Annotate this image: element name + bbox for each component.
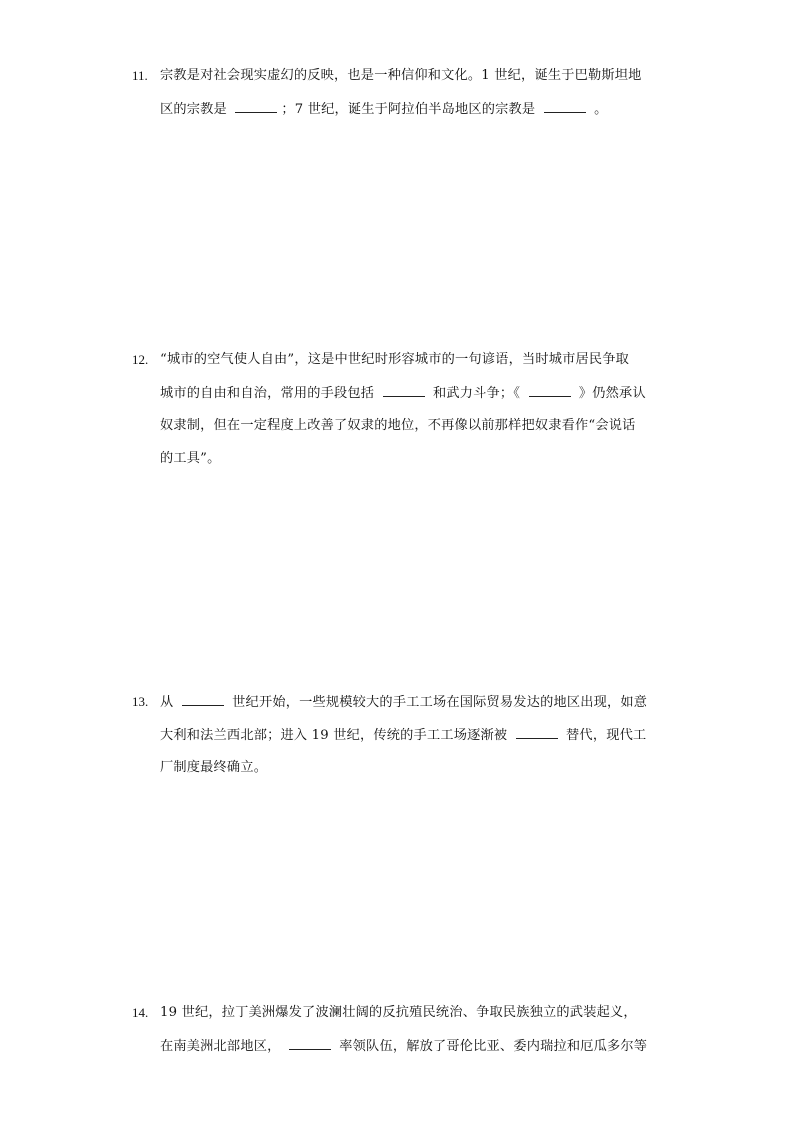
question-text: 率领队伍，解放了哥伦比亚、委内瑞拉和厄瓜多尔等 (334, 1039, 648, 1054)
question-text-line (160, 66, 660, 86)
answer-blank[interactable] (516, 725, 558, 739)
answer-blank[interactable] (544, 99, 586, 113)
question-text-line (160, 1036, 660, 1057)
question-text-line (160, 99, 660, 120)
question-text: 替代，现代工 (561, 728, 647, 743)
question-text-line (160, 350, 660, 370)
question-text-line (160, 1003, 660, 1023)
question-text: 。 (589, 102, 608, 117)
question-text-line (160, 758, 660, 778)
question-text: ；7 世纪，诞生于阿拉伯半岛地区的宗教是 (281, 102, 540, 117)
question-text: 区的宗教是 (160, 102, 232, 117)
answer-blank[interactable] (182, 692, 224, 706)
question-text: 宗教是对社会现实虚幻的反映，也是一种信仰和文化。1 世纪，诞生于巴勒斯坦地 (160, 68, 642, 83)
question-text-line (160, 725, 660, 746)
question-number: 14. (132, 1005, 149, 1020)
question-text: 的工具”。 (160, 451, 221, 466)
question-number: 11. (132, 68, 148, 83)
question-number: 12. (132, 352, 149, 367)
answer-blank[interactable] (383, 383, 425, 397)
question-text: “城市的空气使人自由”，这是中世纪时形容城市的一句谚语，当时城市居民争取 (160, 352, 630, 367)
question-text: 城市的自由和自治，常用的手段包括 (160, 386, 379, 401)
answer-blank[interactable] (289, 1036, 331, 1050)
question-text-line (160, 383, 660, 404)
question-text: 在南美洲北部地区， (160, 1039, 285, 1054)
question-text: 和武力斗争；《 (428, 386, 525, 401)
question-text-line (160, 692, 660, 713)
question-text: 大利和法兰西北部；进入 19 世纪，传统的手工工场逐渐被 (160, 728, 512, 743)
question-text-line (160, 416, 660, 436)
answer-blank[interactable] (235, 99, 277, 113)
question-number: 13. (132, 694, 149, 709)
question-text: 奴隶制，但在一定程度上改善了奴隶的地位，不再像以前那样把奴隶看作“会说话 (160, 418, 636, 433)
answer-blank[interactable] (529, 383, 571, 397)
question-text: 从 (160, 695, 178, 710)
question-text: 世纪开始，一些规模较大的手工工场在国际贸易发达的地区出现，如意 (227, 695, 648, 710)
question-text: 19 世纪，拉丁美洲爆发了波澜壮阔的反抗殖民统治、争取民族独立的武装起义， (160, 1005, 637, 1020)
question-text-line (160, 449, 660, 469)
question-text: 厂制度最终确立。 (160, 760, 268, 775)
question-text: 》仍然承认 (574, 386, 646, 401)
